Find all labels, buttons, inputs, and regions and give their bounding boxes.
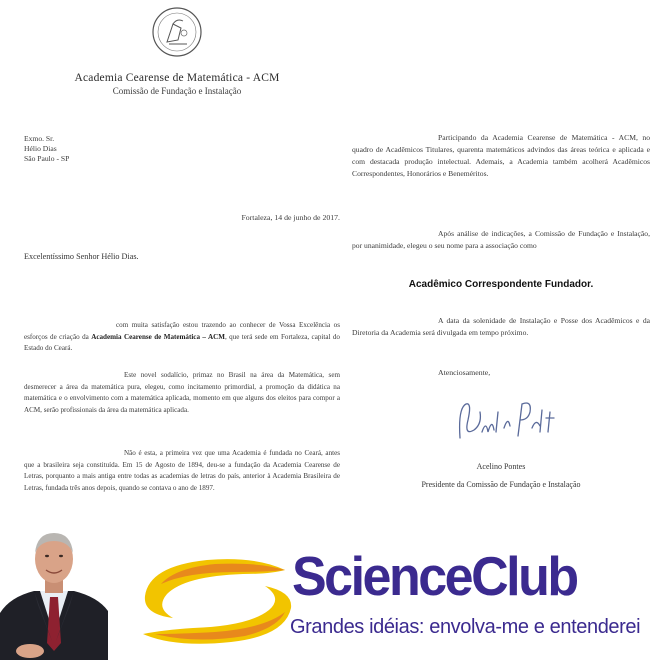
person-photo [0,525,108,660]
closing: Atenciosamente, [438,368,491,377]
paragraph-ceremony-text: A data da solenidade de Instalação e Posse dos Acadêmicos e da Diretoria da Academia será divulgada em tempo próximo. [352,316,650,337]
paragraph-intro-end: , que terá sede em Fortaleza, capital do Estado do Ceará. [24,332,340,353]
addressee-line-name: Hélio Dias [24,144,57,153]
paragraph-intro-start: com muita satisfação estou trazendo ao conhecer de Vossa Excelência os esforços de criação da [24,321,340,341]
addressee-line-title: Exmo. Sr. [24,134,55,143]
brand-wordmark-science: Science [292,546,472,608]
addressee-line-location: São Paulo - SP [24,154,70,163]
signer-role: Presidente da Comissão de Fundação e Instalação [421,480,581,489]
academy-name-bold: Academia Cearense de Matemática – ACM [91,332,225,341]
brand-wordmark-club: Club [471,546,577,608]
brand-wordmark [292,548,577,607]
paragraph-mission [24,370,340,416]
paragraph-ceremony [352,315,650,339]
paragraph-members-text: Participando da Academia Cearense de Matemática - ACM, no quadro de Acadêmicos Titulares, quarenta matemáticos advindos das áreas teórica e aplicada e com destacada produção intelectual. Ademais, a Academia também acolherá Acadêmicos Correspondentes, Honorários e Beneméritos. [352,133,650,178]
dateline: Fortaleza, 14 de junho de 2017. [241,213,340,222]
addressee-block [24,134,69,164]
academy-seal-icon [151,6,203,58]
salutation: Excelentíssimo Senhor Hélio Dias. [24,252,139,261]
paragraph-election-text: Após análise de indicações, a Comissão de Fundação e Instalação, por unanimidade, elegeu o seu nome para a associação como [352,229,650,250]
org-name: Academia Cearense de Matemática - ACM [74,72,280,84]
paragraph-election [352,228,650,252]
scienceclub-swoosh-logo-icon [135,552,300,650]
paragraph-history [24,448,340,494]
handwritten-signature [452,390,562,450]
paragraph-history-text: Não é esta, a primeira vez que uma Academia é fundada no Ceará, antes que a brasileira seja constituída. Em 15 de Agosto de 1894, deu-se a fundação da Academia Cearense de Letras, porquanto a mais antiga entre todas as academias de letras do país, anterior à Academia Brasileira de Letras, fundada três anos depois, quando se contava o ano de 1897. [24,449,340,492]
brand-slogan: Grandes idéias: envolva-me e entenderei [290,616,641,638]
org-subtitle: Comissão de Fundação e Instalação [112,86,242,96]
signer-name: Acelino Pontes [476,462,526,471]
paragraph-mission-text: Este novel sodalício, primaz no Brasil na área da Matemática, sem desmerecer a área da matemática pura, elegeu, como incitamento primordial, a promoção da didática na matemática e o envolvimento com a matemática aplicada, momento em que alguns dos eleitos para compor a ACM, serão profissionais da área da matemática aplicada. [24,371,340,414]
paragraph-intro [24,320,340,355]
honor-title: Acadêmico Correspondente Fundador. [408,279,594,290]
paragraph-members [352,132,650,180]
